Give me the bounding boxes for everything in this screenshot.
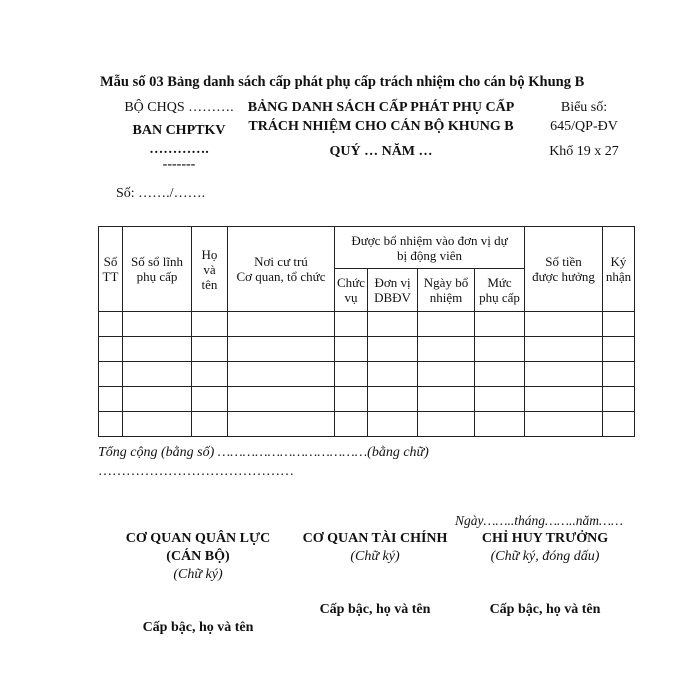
right-header (536, 98, 632, 161)
table-cell (99, 312, 123, 337)
sign1-note: (Chữ ký) (173, 567, 223, 582)
table-cell (525, 337, 603, 362)
quarter-year: QUÝ … NĂM … (329, 144, 433, 159)
table-cell (475, 337, 525, 362)
table-cell (418, 337, 475, 362)
table-row (99, 412, 635, 437)
table-cell (603, 337, 635, 362)
unit-dots: …………. (149, 142, 209, 157)
total-dots: …………………………………… (98, 464, 294, 479)
table-cell (368, 312, 418, 337)
table-cell (99, 412, 123, 437)
table-cell (192, 312, 228, 337)
table-cell (475, 362, 525, 387)
table-cell (99, 387, 123, 412)
col-header-unit: Đơn vị DBĐV (368, 269, 418, 312)
table-cell (192, 387, 228, 412)
table-row (99, 312, 635, 337)
col-header-name: Họ và tên (192, 227, 228, 312)
table-cell (603, 312, 635, 337)
main-title-line2: TRÁCH NHIỆM CHO CÁN BỘ KHUNG B (248, 119, 514, 134)
table-cell (475, 412, 525, 437)
total-line: Tổng cộng (bằng số) ………………………………(bằng chữ) (98, 445, 429, 460)
table-cell (192, 337, 228, 362)
table-body (99, 312, 635, 437)
signature-commander (455, 530, 635, 566)
form-title: Mẫu số 03 Bảng danh sách cấp phát phụ cấp trách nhiệm cho cán bộ Khung B (100, 74, 585, 90)
table-cell (228, 412, 335, 437)
table-cell (123, 387, 192, 412)
col-header-level: Mức phụ cấp (475, 269, 525, 312)
table-cell (123, 412, 192, 437)
table-cell (475, 312, 525, 337)
sign1-subtitle: (CÁN BỘ) (166, 549, 230, 564)
agency-line: BỘ CHQS ………. (124, 100, 234, 115)
table-cell (228, 312, 335, 337)
table-cell (335, 362, 368, 387)
table-cell (368, 362, 418, 387)
table-cell (228, 337, 335, 362)
sign2-title: CƠ QUAN TÀI CHÍNH (302, 531, 448, 546)
col-header-amount: Số tiền được hưởng (525, 227, 603, 312)
table-cell (368, 412, 418, 437)
table-cell (475, 387, 525, 412)
sign3-footer: Cấp bậc, họ và tên (489, 602, 601, 617)
signature-finance (285, 530, 465, 566)
col-header-sign: Ký nhận (603, 227, 635, 312)
table-cell (418, 387, 475, 412)
table-cell (99, 362, 123, 387)
table-cell (603, 412, 635, 437)
sign3-note: (Chữ ký, đóng dấu) (490, 549, 600, 564)
table-cell (192, 362, 228, 387)
sign3-title: CHỈ HUY TRƯỞNG (481, 531, 609, 546)
table-cell (335, 337, 368, 362)
sign2-note: (Chữ ký) (350, 549, 400, 564)
table-cell (335, 312, 368, 337)
date-line: Ngày……..tháng……..năm…… (455, 513, 624, 528)
table-cell (603, 362, 635, 387)
table-cell (192, 412, 228, 437)
table-cell (525, 387, 603, 412)
table-cell (368, 337, 418, 362)
table-cell (368, 387, 418, 412)
table-cell (418, 362, 475, 387)
table-cell (123, 362, 192, 387)
document-number: Số: ……./……. (116, 186, 206, 201)
table-cell (228, 387, 335, 412)
table-cell (335, 412, 368, 437)
table-cell (335, 387, 368, 412)
form-code-label: Biểu số: (560, 100, 608, 115)
main-title-line1: BẢNG DANH SÁCH CẤP PHÁT PHỤ CẤP (247, 100, 515, 115)
col-header-position: Chức vụ (335, 269, 368, 312)
col-header-appointment-group: Được bổ nhiệm vào đơn vị dự bị động viên (335, 227, 525, 269)
table-cell (418, 412, 475, 437)
table-cell (603, 387, 635, 412)
table-cell (418, 312, 475, 337)
col-header-date: Ngày bổ nhiệm (418, 269, 475, 312)
table-row (99, 362, 635, 387)
sign2-footer: Cấp bậc, họ và tên (319, 602, 431, 617)
table-row (99, 387, 635, 412)
allowance-table (98, 226, 635, 437)
form-code: 645/QP-ĐV (550, 119, 618, 134)
signature-military-force (108, 530, 288, 584)
table-cell (99, 337, 123, 362)
unit-line: BAN CHPTKV (132, 123, 226, 138)
header-dash: ------- (162, 157, 196, 172)
table-row (99, 337, 635, 362)
col-header-residence: Nơi cư trú Cơ quan, tổ chức (228, 227, 335, 312)
table-cell (525, 362, 603, 387)
table-cell (123, 312, 192, 337)
table-cell (123, 337, 192, 362)
sign1-title: CƠ QUAN QUÂN LỰC (125, 531, 271, 546)
col-header-book: Số sổ lĩnh phụ cấp (123, 227, 192, 312)
table-cell (228, 362, 335, 387)
table-cell (525, 312, 603, 337)
table-cell (525, 412, 603, 437)
center-header (226, 98, 536, 161)
paper-size: Khổ 19 x 27 (549, 144, 619, 159)
col-header-stt: Số TT (99, 227, 123, 312)
sign1-footer: Cấp bậc, họ và tên (142, 620, 254, 635)
